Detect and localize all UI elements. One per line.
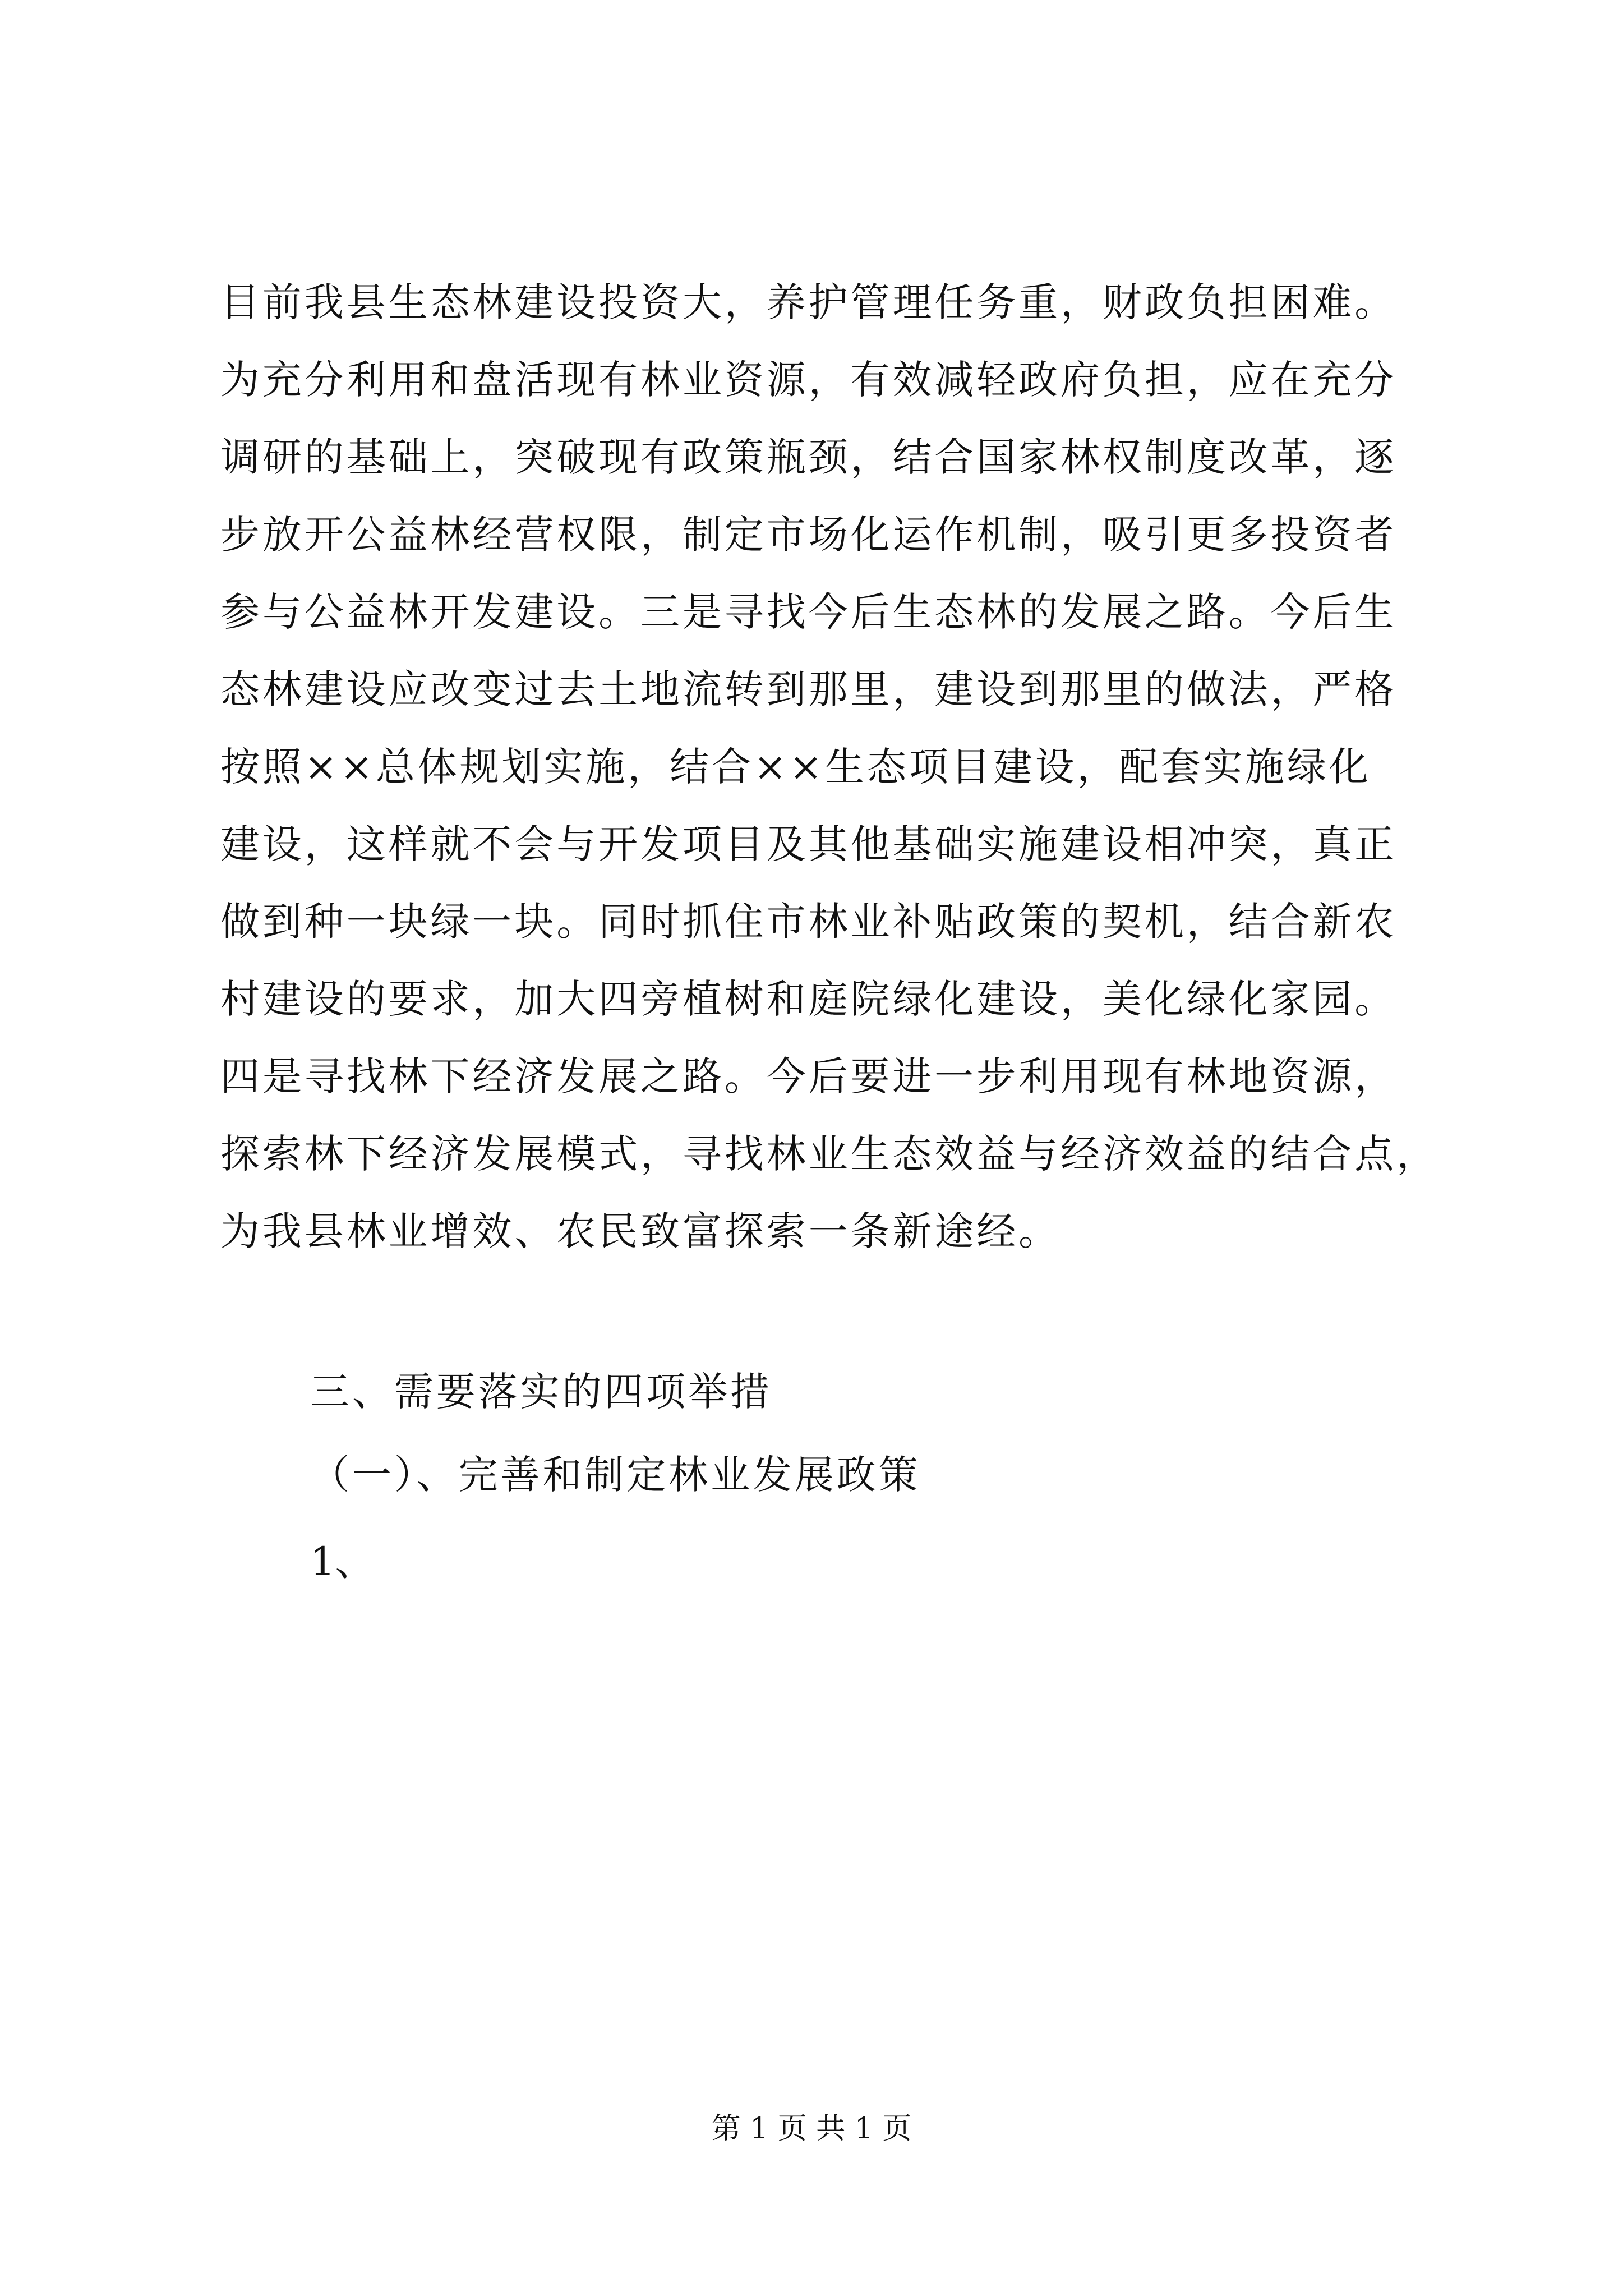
- paragraph-line: 四是寻找林下经济发展之路。今后要进一步利用现有林地资源，: [220, 1053, 1397, 1099]
- list-item-number: 1、: [310, 1539, 375, 1585]
- paragraph-line: 目前我县生态林建设投资大，养护管理任务重，财政负担困难。: [220, 279, 1397, 325]
- paragraph-line: 为充分利用和盘活现有林业资源，有效减轻政府负担，应在充分: [220, 357, 1397, 403]
- paragraph-line: 调研的基础上，突破现有政策瓶颈，结合国家林权制度改革，逐: [220, 434, 1397, 480]
- page-footer: 第 1 页 共 1 页: [711, 2112, 912, 2146]
- paragraph-line: 为我县林业增效、农民致富探索一条新途经。: [220, 1208, 1061, 1254]
- paragraph-line: 按照××总体规划实施，结合××生态项目建设，配套实施绿化: [220, 744, 1371, 790]
- paragraph-line: 村建设的要求，加大四旁植树和庭院绿化建设，美化绿化家园。: [220, 976, 1397, 1022]
- paragraph-line: 态林建设应改变过去土地流转到那里，建设到那里的做法，严格: [220, 666, 1397, 712]
- paragraph-line: 建设，这样就不会与开发项目及其他基础实施建设相冲突，真正: [220, 821, 1397, 867]
- paragraph-line: 探索林下经济发展模式，寻找林业生态效益与经济效益的结合点，: [220, 1131, 1439, 1177]
- body-paragraph: [220, 264, 1439, 1270]
- paragraph-line: 做到种一块绿一块。同时抓住市林业补贴政策的契机，结合新农: [220, 899, 1397, 945]
- section-heading: 三、需要落实的四项举措: [310, 1369, 772, 1415]
- sub-heading: （一）、完善和制定林业发展政策: [310, 1452, 921, 1498]
- paragraph-line: 参与公益林开发建设。三是寻找今后生态林的发展之路。今后生: [220, 589, 1397, 635]
- paragraph-line: 步放开公益林经营权限，制定市场化运作机制，吸引更多投资者: [220, 512, 1397, 558]
